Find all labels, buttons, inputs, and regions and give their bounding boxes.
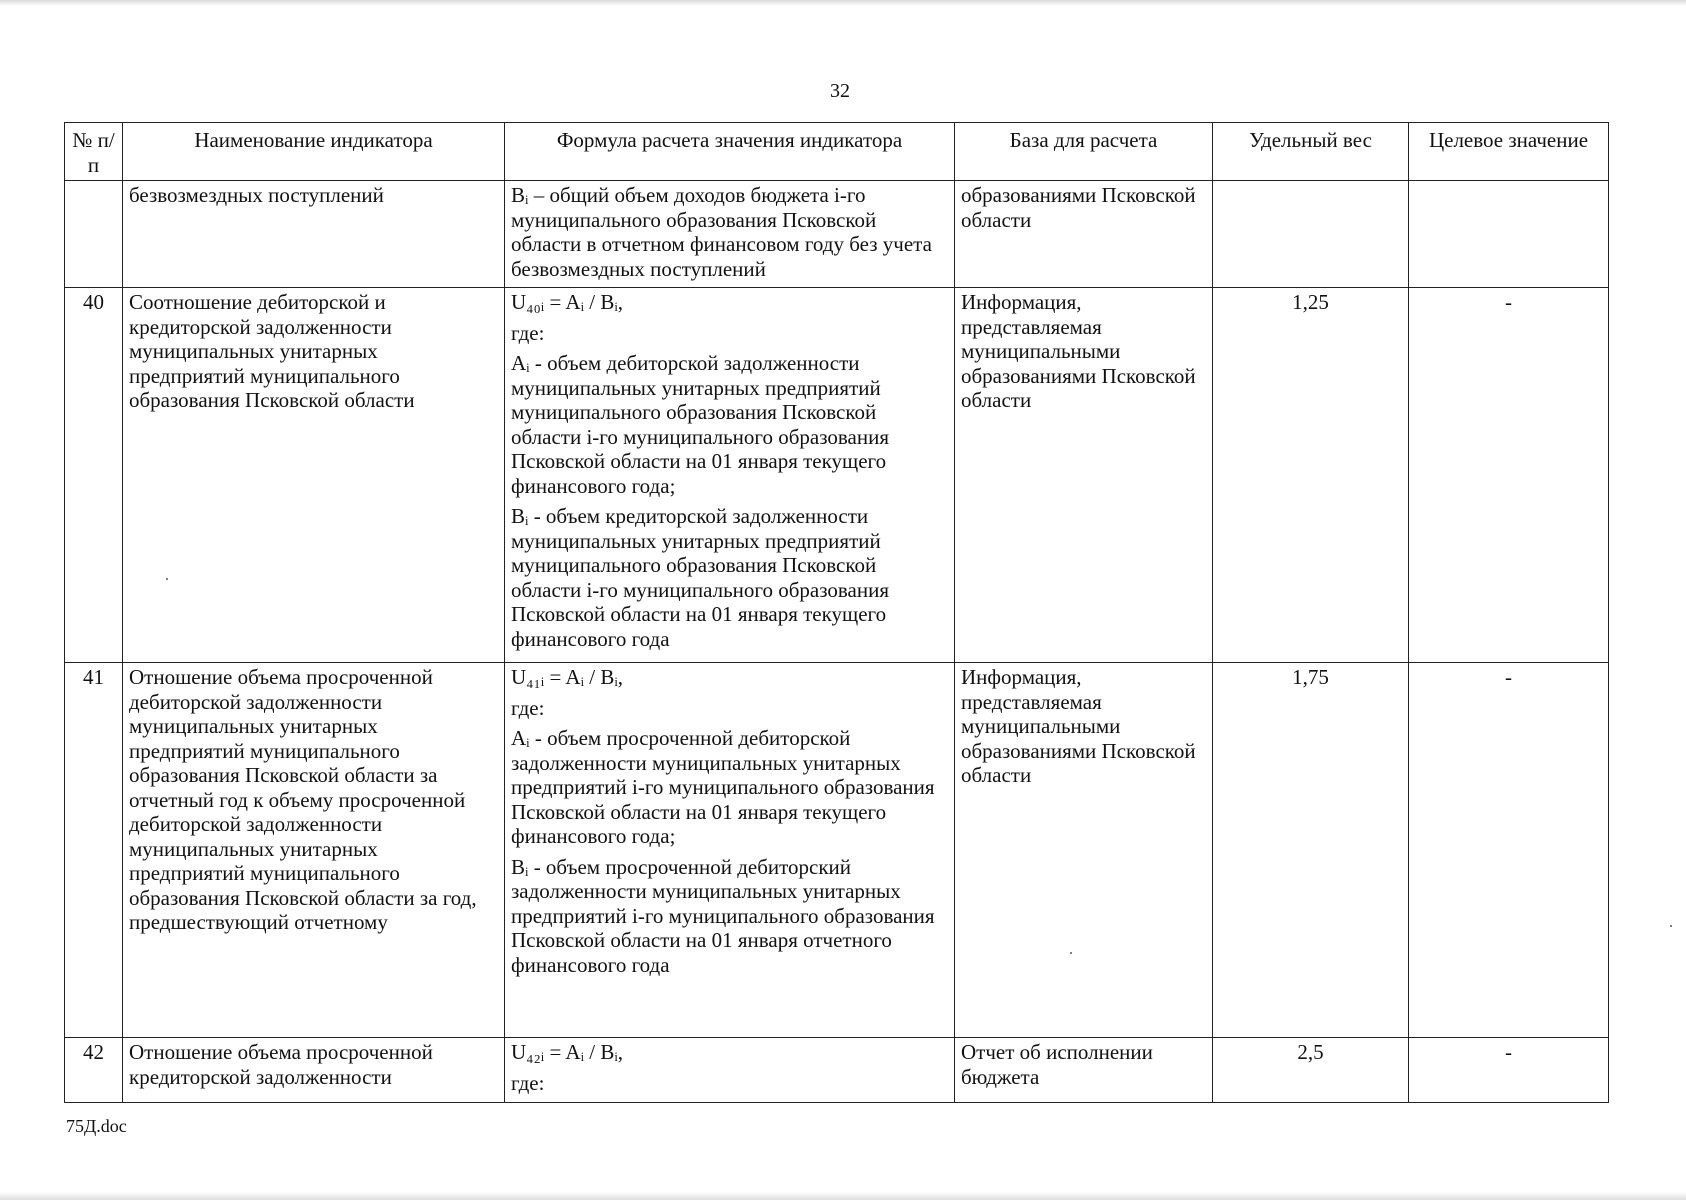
row-number: 41: [65, 663, 123, 1038]
table-header-row: [65, 123, 1609, 181]
row-base: образованиями Псковской области: [955, 181, 1213, 288]
row-number: 40: [65, 288, 123, 663]
header-indicator-name: Наименование индикатора: [123, 123, 505, 181]
page-number: 32: [830, 80, 850, 102]
row-base: Отчет об исполнении бюджета: [955, 1038, 1213, 1103]
formula-line: где:: [511, 695, 545, 720]
header-target: Целевое значение: [1409, 123, 1609, 181]
row-indicator-name: Отношение объема просроченной дебиторской задолженности муниципальных унитарных предприятий муниципального образования Псковской области за отчетный год к объему просроченной дебиторской задолженности муниципальных унитарных предприятий муниципального образования Псковской области за год, предшествующий отчетному: [123, 663, 505, 1038]
formula-line: Bᵢ - объем кредиторской задолженности муниципальных унитарных предприятий муниципального образования Псковской области i-го муниципального образования Псковской области на 01 января текущего финансового года: [511, 504, 890, 651]
row-number: [65, 181, 123, 288]
row-weight: 1,25: [1213, 288, 1409, 663]
table-row: [65, 181, 1609, 288]
header-formula: Формула расчета значения индикатора: [505, 123, 955, 181]
scan-edge-bottom: [0, 1192, 1686, 1200]
row-formula: [505, 288, 955, 663]
scan-speck: [1670, 925, 1672, 927]
row-weight: 2,5: [1213, 1038, 1409, 1103]
header-number: № п/п: [65, 123, 123, 181]
row-formula: [505, 663, 955, 1038]
row-formula: [505, 181, 955, 288]
row-target: -: [1409, 1038, 1609, 1103]
table-row: [65, 1038, 1609, 1103]
row-base: Информация, представляемая муниципальными образованиями Псковской области: [955, 288, 1213, 663]
formula-line: Bᵢ – общий объем доходов бюджета i-го муниципального образования Псковской области в отчетном финансовом году без учета безвозмездных поступлений: [511, 183, 932, 281]
row-base: Информация, представляемая муниципальными образованиями Псковской области: [955, 663, 1213, 1038]
formula-line: Bᵢ - объем просроченной дебиторский задолженности муниципальных унитарных предприятий i-го муниципального образования Псковской области на 01 января отчетного финансового года: [511, 854, 935, 977]
formula-line: Aᵢ - объем дебиторской задолженности муниципальных унитарных предприятий муниципального образования Псковской области i-го муниципального образования Псковской области на 01 января текущего финансового года;: [511, 351, 890, 498]
row-weight: 1,75: [1213, 663, 1409, 1038]
row-target: [1409, 181, 1609, 288]
scan-edge-top: [0, 0, 1686, 6]
row-number: 42: [65, 1038, 123, 1103]
row-target: -: [1409, 288, 1609, 663]
table-row: [65, 288, 1609, 663]
row-indicator-name: безвозмездных поступлений: [123, 181, 505, 288]
row-formula: [505, 1038, 955, 1103]
formula-line: U₄₁ᵢ = Aᵢ / Bᵢ,: [511, 665, 624, 689]
header-weight: Удельный вес: [1213, 123, 1409, 181]
formula-line: U₄₂ᵢ = Aᵢ / Bᵢ,: [511, 1040, 624, 1064]
row-weight: [1213, 181, 1409, 288]
scan-speck: [166, 578, 168, 580]
row-indicator-name: Соотношение дебиторской и кредиторской задолженности муниципальных унитарных предприятий муниципального образования Псковской области: [123, 288, 505, 663]
table-row: [65, 663, 1609, 1038]
formula-line: Aᵢ - объем просроченной дебиторской задолженности муниципальных унитарных предприятий i-го муниципального образования Псковской области на 01 января текущего финансового года;: [511, 726, 935, 848]
formula-line: U₄₀ᵢ = Aᵢ / Bᵢ,: [511, 290, 624, 314]
footer-filename: 75Д.doc: [66, 1116, 127, 1136]
row-target: -: [1409, 663, 1609, 1038]
indicator-table: [64, 122, 1609, 1103]
scan-speck: [1070, 952, 1072, 954]
row-indicator-name: Отношение объема просроченной кредиторской задолженности: [123, 1038, 505, 1103]
header-base: База для расчета: [955, 123, 1213, 181]
formula-line: где:: [511, 1070, 545, 1095]
formula-line: где:: [511, 320, 545, 345]
